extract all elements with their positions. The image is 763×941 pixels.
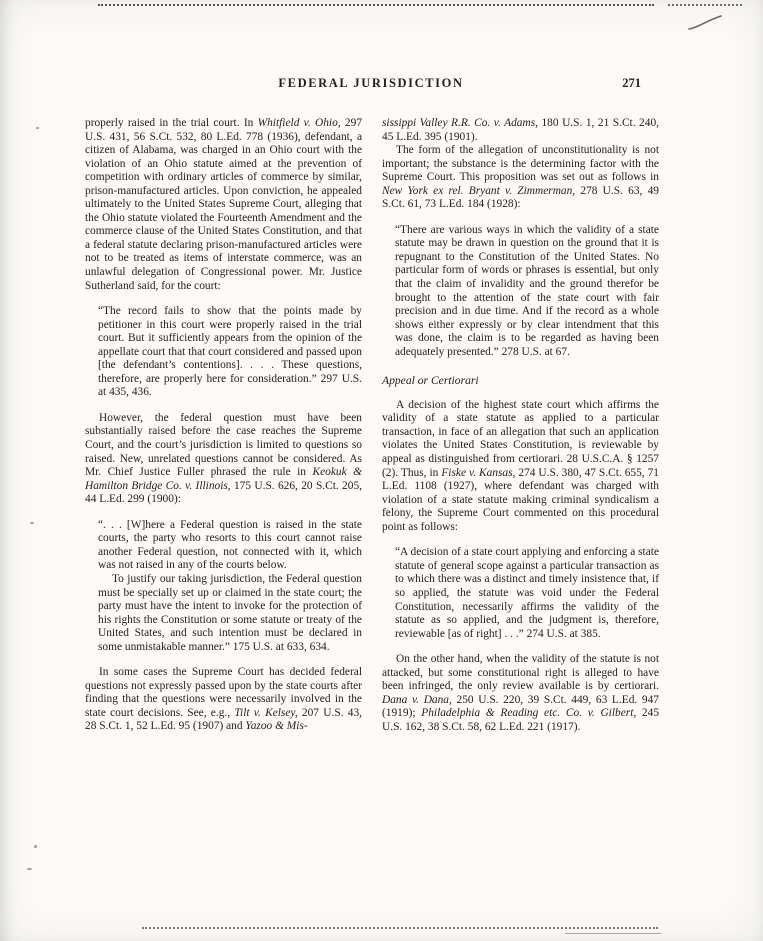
body-paragraph: A decision of the highest state court which affirms the validity of a state statute as applied to a particular transaction, in face of an allegation that such an application violates the United States Constitution, is reviewable by appeal as distinguished from certiorari. 28 U.S.C.A. § 1257 (2). Thus, in Fiske v. Kansas, 274 U.S. 380, 47 S.Ct. 655, 71 L.Ed. 1108 (1927), where defendant was charged with violation of a state statute making criminal syndicalism a felony, the Supreme Court commented on this procedural point as follows:: [382, 398, 659, 533]
scan-artifact-dotted-line-bottom: [142, 927, 658, 929]
right-column: [382, 117, 659, 734]
page-number: 271: [622, 76, 641, 90]
block-quote: “The record fails to show that the points made by petitioner in this court were properly raised in the trial court. But it sufficiently appears from the opinion of the appellate court that that court considered and passed upon [the defendant’s contentions]. . . . These questions, therefore, are properly here for consideration.” 297 U.S. at 435, 436.: [98, 305, 362, 399]
scan-speck: [36, 127, 39, 129]
scan-artifact-dotted-line-top-right: [668, 4, 742, 6]
body-paragraph: In some cases the Supreme Court has decided federal questions not expressly passed upon by the state courts after finding that the questions were necessarily involved in the state court decisions. See, e.g., Tilt v. Kelsey, 207 U.S. 43, 28 S.Ct. 1, 52 L.Ed. 95 (1907) and Yazoo & Mis-: [85, 666, 362, 733]
two-column-text-block: [85, 117, 659, 734]
scan-artifact-dotted-line-top: [98, 4, 654, 6]
body-paragraph: On the other hand, when the validity of the statute is not attacked, but some constitutional right is alleged to have been infringed, the only review available is by certiorari. Dana v. Dana, 250 U.S. 220, 39 S.Ct. 449, 63 L.Ed. 947 (1919); Philadelphia & Reading etc. Co. v. Gilbert, 245 U.S. 162, 38 S.Ct. 58, 62 L.Ed. 221 (1917).: [382, 653, 660, 733]
scan-speck: [34, 845, 37, 848]
body-paragraph: sissippi Valley R.R. Co. v. Adams, 180 U.S. 1, 21 S.Ct. 240, 45 L.Ed. 395 (1901).: [382, 117, 659, 143]
block-quote: “. . . [W]here a Federal question is raised in the state courts, the party who resorts to this court cannot raise another Federal question, not connected with it, which was not raised in any of the courts below.: [98, 518, 362, 572]
body-paragraph: The form of the allegation of unconstitutionality is not important; the substance is the determining factor with the Supreme Court. This proposition was set out as follows in New York ex rel. Bryant v. Zimmerman, 278 U.S. 63, 49 S.Ct. 61, 73 L.Ed. 184 (1928):: [382, 144, 659, 211]
block-quote: To justify our taking jurisdiction, the Federal question must be specially set up or claimed in the state court; the party must have the intent to invoke for the protection of his rights the Constitution or some statute or treaty of the United States, and such intention must be declared in some unmistakable manner.” 175 U.S. at 633, 634.: [98, 572, 362, 653]
running-header: [85, 76, 657, 94]
scan-speck: [27, 868, 32, 870]
section-heading: Appeal or Certiorari: [382, 374, 479, 388]
block-quote: “There are various ways in which the validity of a state statute may be drawn in question on the ground that it is repugnant to the Constitution of the United States. No particular form of words or phrases is essential, but only that the claim of invalidity and the ground therefor be brought to the attention of the state court with fair precision and in due time. And if the record as a whole shows either expressly or by clear intendment that this was done, the claim is to be regarded as having been adequately presented.” 278 U.S. at 67.: [395, 223, 659, 358]
handwritten-pen-mark: [686, 12, 724, 36]
body-paragraph: However, the federal question must have been substantially raised before the case reaches the Supreme Court, and the court’s jurisdiction is limited to questions so raised. New, unrelated questions cannot be considered. As Mr. Chief Justice Fuller phrased the rule in Keokuk & Hamilton Bridge Co. v. Illinois, 175 U.S. 626, 20 S.Ct. 205, 44 L.Ed. 299 (1900):: [85, 411, 362, 506]
body-paragraph: properly raised in the trial court. In Whitfield v. Ohio, 297 U.S. 431, 56 S.Ct. 532, 80 L.Ed. 778 (1936), defendant, a citizen of Alabama, was charged in an Ohio court with the violation of an Ohio statute aimed at the prevention of competition with ordinary articles of commerce by similar, prison-manufactured articles. Upon conviction, he appealed ultimately to the United States Supreme Court, alleging that the Ohio statute violated the Fourteenth Amendment and the commerce clause of the United States Constitution, and that a federal statute declaring prison-manufactured articles were not to be treated as items of interstate commerce, was an unlawful delegation of Congressional power. Mr. Justice Sutherland said, for the court:: [85, 117, 363, 292]
running-header-title: FEDERAL JURISDICTION: [278, 76, 464, 90]
block-quote: “A decision of a state court applying and enforcing a state statute of general scope against a particular transaction as to which there was a distinct and timely insistence that, if so applied, the statute was void under the Federal Constitution, necessarily affirms the validity of the statute as so applied, and the judgment is, therefore, reviewable [as of right] . . .” 274 U.S. at 385.: [395, 546, 659, 640]
left-column: [85, 117, 362, 734]
scan-artifact-line-bottom-right: [565, 933, 661, 934]
scan-speck: [30, 522, 34, 524]
